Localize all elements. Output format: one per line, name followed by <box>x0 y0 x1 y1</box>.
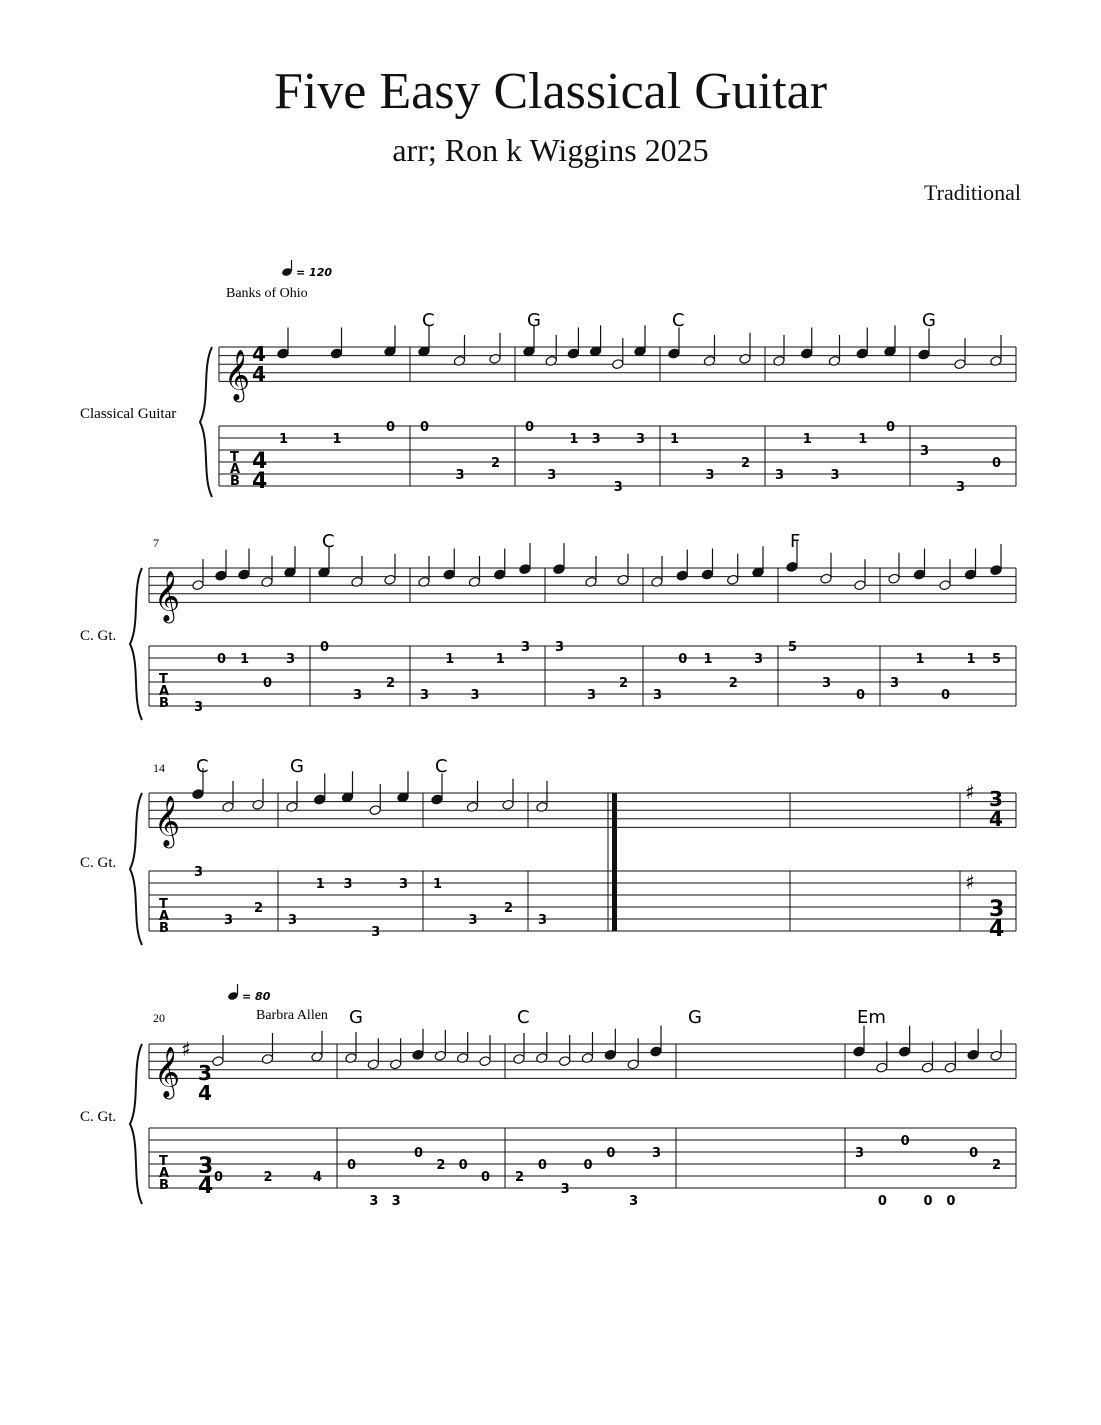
tab-fret-number: 0 <box>414 1146 424 1161</box>
tab-fret-number: 1 <box>315 877 325 892</box>
tab-fret-number: 4 <box>313 1170 323 1185</box>
tab-fret-number: 2 <box>741 456 751 471</box>
note-head <box>222 801 235 812</box>
note-head <box>212 1056 225 1067</box>
measure <box>418 543 532 703</box>
tab-clef-b: B <box>159 696 169 711</box>
tab-fret-number: 5 <box>992 652 1002 667</box>
note-head <box>215 570 228 581</box>
tab-time-sig-top: 3 <box>989 897 1005 922</box>
tab-fret-number: 2 <box>254 901 264 916</box>
note-head <box>676 570 689 581</box>
note-head <box>990 565 1003 576</box>
chord-symbol: C <box>422 310 435 331</box>
tab-fret-number: 3 <box>286 652 296 667</box>
note-head <box>384 574 397 585</box>
tab-fret-number: 1 <box>445 652 455 667</box>
note-head <box>466 801 479 812</box>
tempo-value-barbra: = 80 <box>242 990 271 1003</box>
note-head <box>192 580 205 591</box>
tab-clef-t: T <box>159 897 168 912</box>
note-head <box>418 576 431 587</box>
time-sig-bottom: 4 <box>989 807 1003 831</box>
tab-clef-a: A <box>230 462 241 477</box>
chord-symbol: F <box>790 531 801 552</box>
measure <box>853 1007 1003 1209</box>
tab-time-sig-bottom: 4 <box>989 917 1005 942</box>
note-head <box>545 355 558 366</box>
treble-clef-icon: 𝄞 <box>154 795 181 847</box>
section-title-barbra: Barbra Allen <box>256 1008 328 1023</box>
note-head <box>585 576 598 587</box>
composer-credit: Traditional <box>924 180 1021 205</box>
measure <box>513 1007 663 1209</box>
measure <box>786 531 867 703</box>
chord-symbol: C <box>322 531 335 552</box>
tempo-mark-barbra <box>227 984 271 1003</box>
tab-fret-number: 3 <box>705 468 715 483</box>
tab-fret-number: 3 <box>547 468 557 483</box>
tab-fret-number: 0 <box>458 1158 468 1173</box>
tab-fret-number: 0 <box>481 1170 491 1185</box>
note-head <box>261 576 274 587</box>
tab-clef-a: A <box>159 684 170 699</box>
note-head <box>192 789 205 800</box>
note-head <box>330 348 343 359</box>
measure-number-14: 14 <box>153 761 165 775</box>
measure <box>651 546 765 703</box>
time-sig-top: 3 <box>989 787 1003 811</box>
tab-fret-number: 3 <box>224 913 234 928</box>
note-head <box>939 580 952 591</box>
chord-symbol: C <box>517 1007 530 1028</box>
sharp-key-signature: ♯ <box>965 780 975 804</box>
note-head <box>786 561 799 572</box>
treble-staff <box>149 793 1016 827</box>
measure <box>318 531 397 703</box>
note-head <box>650 1046 663 1057</box>
time-sig-bottom: 4 <box>252 362 266 386</box>
measure <box>286 756 410 940</box>
tab-time-sig-top: 4 <box>252 449 268 474</box>
measure <box>773 325 897 483</box>
tab-fret-number: 2 <box>436 1158 446 1173</box>
tab-fret-number: 3 <box>855 1146 865 1161</box>
tab-fret-number: 3 <box>420 688 430 703</box>
note-head <box>277 348 290 359</box>
final-barline <box>612 793 617 931</box>
tab-fret-number: 1 <box>569 432 579 447</box>
tab-fret-number: 2 <box>619 676 629 691</box>
tab-fret-number: 3 <box>371 925 381 940</box>
tab-fret-number: 0 <box>969 1146 979 1161</box>
measure <box>277 325 397 447</box>
tab-staff <box>149 871 1016 931</box>
tab-fret-number: 5 <box>788 640 798 655</box>
note-head <box>493 569 506 580</box>
note-head <box>389 1059 402 1070</box>
note-head <box>252 799 265 810</box>
measure <box>431 756 515 928</box>
note-head <box>921 1062 934 1073</box>
tab-fret-number: 1 <box>279 432 289 447</box>
note-head <box>536 801 549 812</box>
instrument-name-full: Classical Guitar <box>80 406 177 422</box>
tab-fret-number: 3 <box>353 688 363 703</box>
tab-fret-number: 0 <box>217 652 227 667</box>
tab-fret-number: 3 <box>470 688 480 703</box>
tab-fret-number: 3 <box>194 865 204 880</box>
note-head <box>856 348 869 359</box>
tab-clef-t: T <box>159 672 168 687</box>
tab-fret-number: 3 <box>560 1182 570 1197</box>
note-head <box>443 569 456 580</box>
note-head <box>990 1050 1003 1061</box>
tab-clef-b: B <box>159 1178 169 1193</box>
tab-fret-number: 3 <box>288 913 298 928</box>
treble-clef-icon: 𝄞 <box>154 570 181 622</box>
measure <box>688 1007 702 1028</box>
tab-clef-b: B <box>230 474 240 489</box>
system-brace <box>130 1044 142 1204</box>
tab-fret-number: 3 <box>775 468 785 483</box>
note-head <box>828 355 841 366</box>
system-brace <box>130 793 142 945</box>
chord-symbol: G <box>527 310 541 331</box>
measure <box>418 310 502 483</box>
tab-clef-a: A <box>159 909 170 924</box>
arranger-subtitle: arr; Ron k Wiggins 2025 <box>392 132 709 168</box>
tab-fret-number: 1 <box>495 652 505 667</box>
chord-symbol: G <box>922 310 936 331</box>
note-head <box>604 1049 617 1060</box>
score-title: Five Easy Classical Guitar <box>273 63 828 120</box>
note-head <box>453 355 466 366</box>
tempo-value-banks: = 120 <box>296 266 333 279</box>
note-head <box>369 805 382 816</box>
instrument-name-short: C. Gt. <box>80 628 117 644</box>
tab-fret-number: 3 <box>956 480 966 495</box>
measure <box>668 310 752 483</box>
tab-fret-number: 0 <box>420 420 430 435</box>
tab-fret-number: 2 <box>386 676 396 691</box>
tab-fret-number: 0 <box>877 1194 887 1209</box>
tab-clef-a: A <box>159 1166 170 1181</box>
note-head <box>918 349 931 360</box>
measure <box>345 1007 492 1209</box>
tab-clef-t: T <box>230 450 239 465</box>
note-head <box>581 1052 594 1063</box>
note-head <box>627 1059 640 1070</box>
chord-symbol: G <box>688 1007 702 1028</box>
note-head <box>853 1046 866 1057</box>
tab-fret-number: 0 <box>263 676 273 691</box>
tab-fret-number: 3 <box>613 480 623 495</box>
system-4 <box>130 1007 1016 1209</box>
note-head <box>800 348 813 359</box>
tab-fret-number: 0 <box>583 1158 593 1173</box>
measure <box>192 546 297 715</box>
tab-fret-number: 0 <box>856 688 866 703</box>
tab-fret-number: 3 <box>555 640 565 655</box>
tab-time-sig-bottom: 4 <box>198 1174 214 1199</box>
system-2 <box>130 531 1016 720</box>
note-head <box>773 355 786 366</box>
note-head <box>286 801 299 812</box>
tab-fret-number: 0 <box>386 420 396 435</box>
note-head <box>701 569 714 580</box>
note-head <box>739 353 752 364</box>
tab-staff <box>149 1128 1016 1188</box>
tab-fret-number: 3 <box>636 432 646 447</box>
chord-symbol: Em <box>857 1007 886 1028</box>
note-head <box>536 1052 549 1063</box>
tab-fret-number: 2 <box>728 676 738 691</box>
note-head <box>261 1053 274 1064</box>
measure <box>536 781 549 928</box>
tab-fret-number: 2 <box>504 901 514 916</box>
tab-fret-number: 0 <box>606 1146 616 1161</box>
tab-fret-number: 1 <box>670 432 680 447</box>
tab-fret-number: 3 <box>822 676 832 691</box>
note-head <box>954 359 967 370</box>
tab-fret-number: 3 <box>587 688 597 703</box>
system-1 <box>200 310 1016 497</box>
tab-fret-number: 3 <box>391 1194 401 1209</box>
tab-fret-number: 1 <box>802 432 812 447</box>
tab-fret-number: 3 <box>369 1194 379 1209</box>
system-3 <box>130 756 1016 945</box>
note-head <box>854 580 867 591</box>
tab-fret-number: 0 <box>214 1170 224 1185</box>
note-head <box>668 348 681 359</box>
note-head <box>553 564 566 575</box>
measure-number-7: 7 <box>153 536 159 550</box>
system-brace <box>130 568 142 720</box>
chord-symbol: C <box>435 756 448 777</box>
measure <box>212 1031 324 1185</box>
tab-fret-number: 0 <box>941 688 951 703</box>
note-head <box>876 1062 889 1073</box>
instrument-name-short: C. Gt. <box>80 855 117 871</box>
note-head <box>567 348 580 359</box>
note-head <box>479 1056 492 1067</box>
tab-staff <box>149 646 1016 706</box>
tab-fret-number: 1 <box>966 652 976 667</box>
tab-fret-number: 0 <box>900 1134 910 1149</box>
note-head <box>558 1056 571 1067</box>
tempo-mark-banks <box>281 260 332 279</box>
chord-symbol: G <box>349 1007 363 1028</box>
tab-fret-number: 0 <box>923 1194 933 1209</box>
tab-clef-t: T <box>159 1154 168 1169</box>
note-head <box>820 573 833 584</box>
measure <box>918 310 1003 495</box>
tab-fret-number: 0 <box>992 456 1002 471</box>
note-head <box>967 1049 980 1060</box>
tab-time-sig-top: 3 <box>198 1154 214 1179</box>
tab-fret-number: 3 <box>399 877 409 892</box>
tab-fret-number: 1 <box>332 432 342 447</box>
tab-fret-number: 0 <box>946 1194 956 1209</box>
tab-time-sig-bottom: 4 <box>252 469 268 494</box>
note-head <box>412 1049 425 1060</box>
tab-fret-number: 2 <box>263 1170 273 1185</box>
time-sig-top: 4 <box>252 342 266 366</box>
tab-fret-number: 2 <box>992 1158 1002 1173</box>
treble-clef-icon: 𝄞 <box>224 349 251 401</box>
tab-fret-number: 3 <box>538 913 548 928</box>
chord-symbol: C <box>672 310 685 331</box>
tab-fret-number: 3 <box>591 432 601 447</box>
tab-fret-number: 1 <box>915 652 925 667</box>
note-head <box>964 569 977 580</box>
chord-symbol: C <box>196 756 209 777</box>
tab-fret-number: 0 <box>347 1158 357 1173</box>
note-head <box>651 576 664 587</box>
note-head <box>351 576 364 587</box>
note-head <box>431 794 444 805</box>
tab-fret-number: 3 <box>653 688 663 703</box>
section-title-banks: Banks of Ohio <box>226 286 308 301</box>
note-head <box>990 355 1003 366</box>
note-head <box>367 1059 380 1070</box>
tab-fret-number: 3 <box>629 1194 639 1209</box>
tab-fret-number: 0 <box>525 420 535 435</box>
tab-fret-number: 3 <box>920 444 930 459</box>
tab-clef-b: B <box>159 921 169 936</box>
note-head <box>944 1062 957 1073</box>
measure <box>553 543 630 703</box>
chord-symbol: G <box>290 756 304 777</box>
note-head <box>519 564 532 575</box>
tab-fret-number: 2 <box>491 456 501 471</box>
note-head <box>888 573 901 584</box>
tab-fret-number: 3 <box>521 640 531 655</box>
time-sig-bottom: 4 <box>198 1081 212 1105</box>
note-head <box>703 355 716 366</box>
sharp-key-signature: ♯ <box>181 1037 191 1061</box>
note-head <box>489 353 502 364</box>
tab-fret-number: 3 <box>830 468 840 483</box>
tab-fret-number: 3 <box>343 877 353 892</box>
tab-fret-number: 0 <box>537 1158 547 1173</box>
tab-fret-number: 1 <box>240 652 250 667</box>
tab-fret-number: 1 <box>433 877 443 892</box>
tab-fret-number: 3 <box>455 468 465 483</box>
note-head <box>238 569 251 580</box>
treble-staff <box>149 1044 1016 1078</box>
note-head <box>434 1050 447 1061</box>
treble-staff <box>149 568 1016 602</box>
measure-number-20: 20 <box>153 1011 165 1025</box>
note-head <box>726 574 739 585</box>
tab-fret-number: 3 <box>194 700 204 715</box>
note-head <box>898 1046 911 1057</box>
time-sig-top: 3 <box>198 1061 212 1085</box>
system-brace <box>200 347 212 497</box>
note-head <box>513 1053 526 1064</box>
tab-fret-number: 3 <box>754 652 764 667</box>
tab-fret-number: 3 <box>652 1146 662 1161</box>
sharp-key-signature: ♯ <box>965 870 975 894</box>
tab-fret-number: 1 <box>858 432 868 447</box>
instrument-name-short: C. Gt. <box>80 1109 117 1125</box>
tab-fret-number: 0 <box>320 640 330 655</box>
note-head <box>345 1052 358 1063</box>
measure <box>523 310 647 495</box>
tab-fret-number: 1 <box>703 652 713 667</box>
tab-fret-number: 2 <box>515 1170 525 1185</box>
tab-fret-number: 3 <box>890 676 900 691</box>
tab-fret-number: 0 <box>678 652 688 667</box>
note-head <box>612 359 625 370</box>
note-head <box>502 799 515 810</box>
note-head <box>617 574 630 585</box>
tab-fret-number: 3 <box>468 913 478 928</box>
note-head <box>913 569 926 580</box>
note-head <box>456 1052 469 1063</box>
note-head <box>313 794 326 805</box>
treble-clef-icon: 𝄞 <box>154 1046 181 1098</box>
tab-fret-number: 0 <box>886 420 896 435</box>
note-head <box>468 576 481 587</box>
measure <box>192 756 265 928</box>
